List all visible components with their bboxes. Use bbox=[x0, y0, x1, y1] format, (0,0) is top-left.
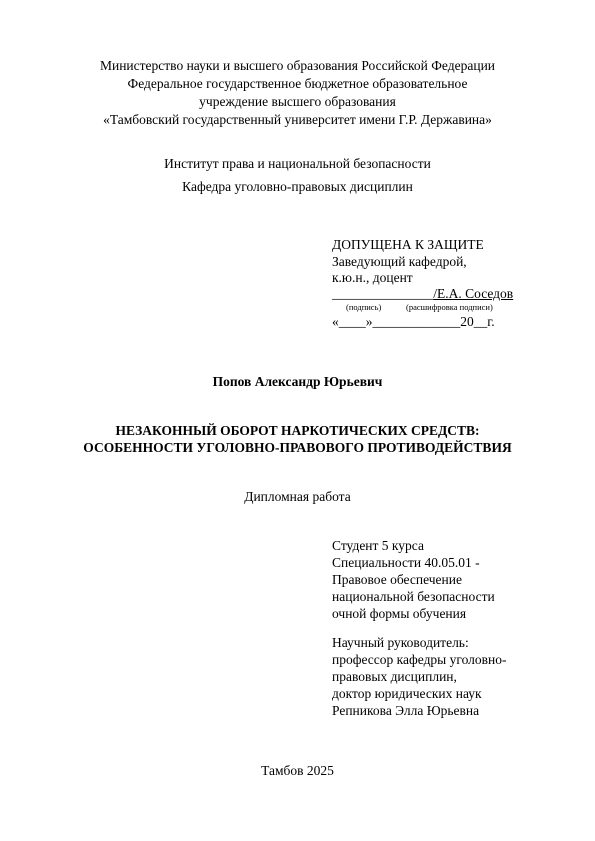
supervisor-position-1: профессор кафедры уголовно- bbox=[332, 652, 507, 667]
supervisor-degree: доктор юридических наук bbox=[332, 686, 482, 701]
student-course: Студент 5 курса bbox=[332, 538, 424, 553]
approval-position: Заведующий кафедрой, bbox=[332, 254, 467, 269]
supervisor-position-2: правовых дисциплин, bbox=[332, 669, 457, 684]
author-name: Попов Александр Юрьевич bbox=[212, 374, 383, 389]
student-specialty: Специальности 40.05.01 - bbox=[332, 555, 480, 570]
signature-blank: _______________ bbox=[332, 286, 434, 301]
approval-date-line: «____»_____________20__г. bbox=[332, 314, 495, 329]
university-level-line: учреждение высшего образования bbox=[199, 94, 396, 109]
thesis-title-line-2: ОСОБЕННОСТИ УГОЛОВНО-ПРАВОВОГО ПРОТИВОДЕЙСТВИЯ bbox=[83, 440, 512, 455]
institute-name: Институт права и национальной безопасности bbox=[164, 156, 431, 171]
approval-signature-line bbox=[332, 286, 513, 302]
approval-title: ДОПУЩЕНА К ЗАЩИТЕ bbox=[332, 237, 484, 252]
university-type-line: Федеральное государственное бюджетное образовательное bbox=[127, 76, 468, 91]
signature-caption: (подпись) bbox=[346, 302, 382, 312]
student-specialty-name-2: национальной безопасности bbox=[332, 589, 495, 604]
department-name: Кафедра уголовно-правовых дисциплин bbox=[182, 179, 413, 194]
signer-name: /Е.А. Соседов bbox=[433, 286, 514, 301]
city-year: Тамбов 2025 bbox=[261, 763, 334, 778]
university-name-line: «Тамбовский государственный университет имени Г.Р. Державина» bbox=[103, 112, 492, 127]
supervisor-name: Репникова Элла Юрьевна bbox=[332, 703, 480, 718]
decode-caption: (расшифровка подписи) bbox=[406, 302, 493, 312]
supervisor-label: Научный руководитель: bbox=[332, 635, 469, 650]
thesis-title-line-1: НЕЗАКОННЫЙ ОБОРОТ НАРКОТИЧЕСКИХ СРЕДСТВ: bbox=[115, 423, 480, 438]
approval-degree: к.ю.н., доцент bbox=[332, 270, 413, 285]
ministry-line: Министерство науки и высшего образования Российской Федерации bbox=[99, 58, 496, 73]
student-study-form: очной формы обучения bbox=[332, 606, 467, 621]
student-specialty-name-1: Правовое обеспечение bbox=[332, 572, 462, 587]
work-type: Дипломная работа bbox=[244, 489, 351, 504]
